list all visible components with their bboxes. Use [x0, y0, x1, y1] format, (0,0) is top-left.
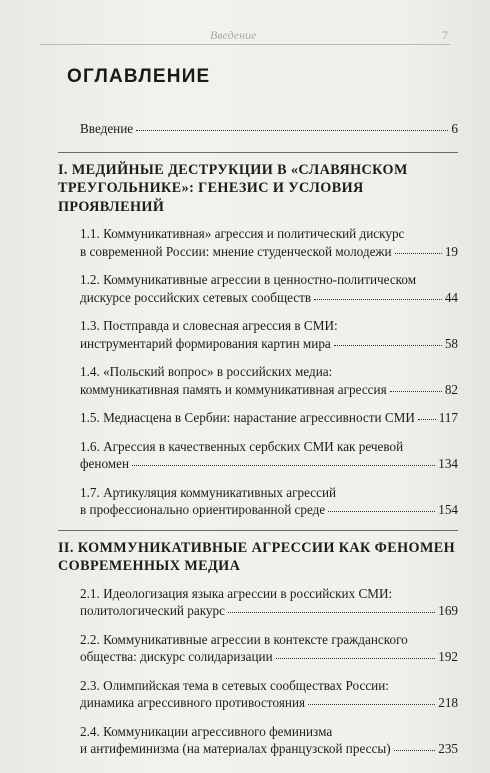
- toc-entry-line: 2.3. Олимпийская тема в сетевых сообществах России:: [80, 677, 389, 693]
- toc-entry-page: 58: [444, 335, 458, 351]
- toc-entry[interactable]: [58, 225, 458, 260]
- toc-entry[interactable]: [58, 271, 458, 306]
- toc-entry-page: 19: [444, 243, 458, 259]
- toc-entry[interactable]: [58, 723, 458, 758]
- toc-entry-page: 117: [438, 410, 458, 425]
- toc-entry-line: и антифеминизма (на материалах французской прессы): [80, 741, 391, 756]
- toc-entry[interactable]: [58, 484, 458, 519]
- toc-entry-page: 134: [438, 456, 458, 471]
- toc-entry-line: феномен: [80, 456, 130, 471]
- leader-dots: [132, 457, 435, 466]
- chapter-heading-line: ТРЕУГОЛЬНИКЕ»: ГЕНЕЗИС И УСЛОВИЯ ПРОЯВЛЕНИЙ: [58, 180, 364, 215]
- toc-entry-page: 154: [438, 502, 458, 517]
- chapter-heading-line: II. КОММУНИКАТИВНЫЕ АГРЕССИИ КАК ФЕНОМЕН: [58, 539, 456, 556]
- toc-entry[interactable]: [58, 677, 458, 712]
- toc-entry[interactable]: [58, 409, 458, 427]
- toc-entry-line: общества: дискурс солидаризации: [80, 649, 273, 664]
- toc-entry-page: 169: [438, 603, 458, 618]
- toc-entry[interactable]: [58, 438, 458, 473]
- toc-entry[interactable]: [58, 631, 458, 666]
- chapter-heading-line: I. МЕДИЙНЫЕ ДЕСТРУКЦИИ В «СЛАВЯНСКОМ: [58, 161, 408, 178]
- leader-dots: [136, 122, 448, 131]
- running-head: [40, 28, 450, 45]
- toc-entry-line: 1.1. Коммуникативная» агрессия и политический дискурс: [80, 226, 405, 241]
- toc-entry-page: 6: [451, 121, 458, 136]
- toc-entry-line: 1.2. Коммуникативные агрессии в ценностно-политическом: [80, 272, 417, 287]
- leader-dots: [328, 503, 435, 512]
- toc-entry-line: 1.3. Постправда и словесная агрессия в СМИ:: [80, 318, 338, 333]
- toc-entry-line: политологический ракурс: [80, 603, 225, 618]
- toc-entry-line: в современной России: мнение студенческой молодежи: [80, 243, 392, 259]
- toc-entry-page: 44: [444, 289, 458, 305]
- toc-entry-page: 235: [438, 741, 458, 756]
- toc-entry-line: 1.7. Артикуляция коммуникативных агрессий: [80, 484, 337, 500]
- toc-entry-page: 192: [438, 649, 458, 664]
- leader-dots: [390, 383, 442, 392]
- toc-entry-line: инструментарий формирования картин мира: [80, 335, 331, 351]
- chapter-heading[interactable]: [58, 161, 458, 217]
- toc-title: ОГЛАВЛЕНИЕ: [67, 66, 211, 87]
- leader-dots: [418, 411, 436, 420]
- section-divider: [58, 530, 458, 531]
- leader-dots: [394, 742, 436, 751]
- leader-dots: [228, 604, 435, 613]
- toc-entry-line: динамика агрессивного противостояния: [80, 695, 306, 710]
- toc-entry-intro[interactable]: [58, 120, 458, 138]
- toc-entry-line: 1.6. Агрессия в качественных сербских СМИ как речевой: [80, 438, 404, 454]
- toc-entry-line: 2.4. Коммуникации агрессивного феминизма: [80, 723, 333, 739]
- chapter-heading[interactable]: [58, 539, 458, 576]
- toc-entry-line: коммуникативная память и коммуникативная агрессия: [80, 381, 387, 397]
- leader-dots: [334, 337, 442, 346]
- chapter-heading-line: СОВРЕМЕННЫХ МЕДИА: [58, 558, 241, 574]
- table-of-contents: [58, 120, 458, 769]
- toc-entry[interactable]: [58, 585, 458, 620]
- toc-entry-line: 2.1. Идеологизация языка агрессии в российских СМИ:: [80, 585, 393, 601]
- toc-entry[interactable]: [58, 363, 458, 398]
- section-divider: [58, 152, 458, 153]
- running-head-title: Введение: [210, 28, 257, 42]
- leader-dots: [276, 650, 436, 659]
- toc-entry-page: 82: [444, 381, 458, 397]
- leader-dots: [308, 696, 435, 705]
- toc-entry[interactable]: [58, 317, 458, 352]
- toc-entry-line: дискурсе российских сетевых сообществ: [80, 289, 312, 305]
- toc-entry-line: 1.5. Медиасцена в Сербии: нарастание агрессивности СМИ: [80, 410, 415, 425]
- leader-dots: [314, 291, 442, 300]
- leader-dots: [395, 245, 442, 254]
- toc-entry-page: 218: [438, 695, 458, 710]
- toc-entry-line: 1.4. «Польский вопрос» в российских медиа:: [80, 364, 333, 379]
- toc-entry-line: 2.2. Коммуникативные агрессии в контексте гражданского: [80, 631, 408, 647]
- toc-entry-line: в профессионально ориентированной среде: [80, 502, 326, 517]
- toc-entry-label: Введение: [80, 121, 134, 136]
- running-head-page-number: 7: [442, 28, 448, 42]
